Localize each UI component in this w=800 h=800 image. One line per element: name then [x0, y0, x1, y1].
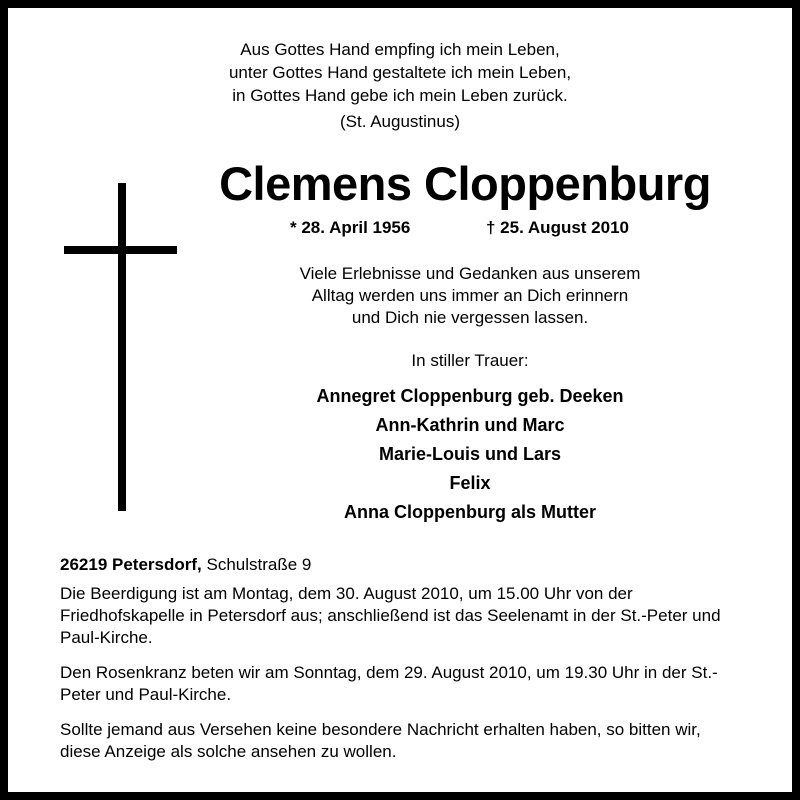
address — [60, 554, 311, 576]
quote-line: unter Gottes Hand gestaltete ich mein Leben, — [228, 63, 572, 82]
mourners-list — [220, 382, 720, 527]
mourner: Felix — [449, 473, 491, 493]
death-date: † 25. August 2010 — [486, 218, 629, 237]
memory-text — [220, 263, 720, 329]
memory-line: Viele Erlebnisse und Gedanken aus unserem — [299, 264, 641, 283]
notice-paragraph: Sollte jemand aus Versehen keine besondere Nachricht erhalten haben, so bitten wir, diese Anzeige als solche ansehen zu wollen. — [60, 720, 701, 761]
cross-horizontal-bar — [64, 246, 177, 254]
mourner: Anna Cloppenburg als Mutter — [344, 502, 596, 522]
quote — [150, 38, 650, 107]
birth-date: * 28. April 1956 — [290, 218, 411, 237]
quote-line: in Gottes Hand gebe ich mein Leben zurück. — [232, 86, 568, 105]
address-street: Schulstraße 9 — [206, 555, 312, 574]
address-place: 26219 Petersdorf, — [60, 555, 202, 574]
cross-vertical-bar — [118, 183, 126, 511]
rosary-paragraph: Den Rosenkranz beten wir am Sonntag, dem 29. August 2010, um 19.30 Uhr in der St.-Peter und Paul-Kirche. — [60, 663, 718, 704]
mourner: Ann-Kathrin und Marc — [375, 415, 565, 435]
quote-line: Aus Gottes Hand empfing ich mein Leben, — [240, 40, 560, 59]
funeral-paragraph: Die Beerdigung ist am Montag, dem 30. August 2010, um 15.00 Uhr von der Friedhofskapelle in Petersdorf aus; anschließend ist das Seelenamt in der St.-Peter und Paul-Kirche. — [60, 584, 721, 647]
mourner: Annegret Cloppenburg geb. Deeken — [316, 386, 624, 406]
memory-line: Alltag werden uns immer an Dich erinnern — [311, 286, 629, 305]
memory-line: und Dich nie vergessen lassen. — [351, 308, 589, 327]
quote-source: (St. Augustinus) — [339, 112, 460, 131]
deceased-name: Clemens Cloppenburg — [219, 157, 711, 210]
mourning-label: In stiller Trauer: — [411, 351, 529, 370]
mourner: Marie-Louis und Lars — [378, 444, 562, 464]
